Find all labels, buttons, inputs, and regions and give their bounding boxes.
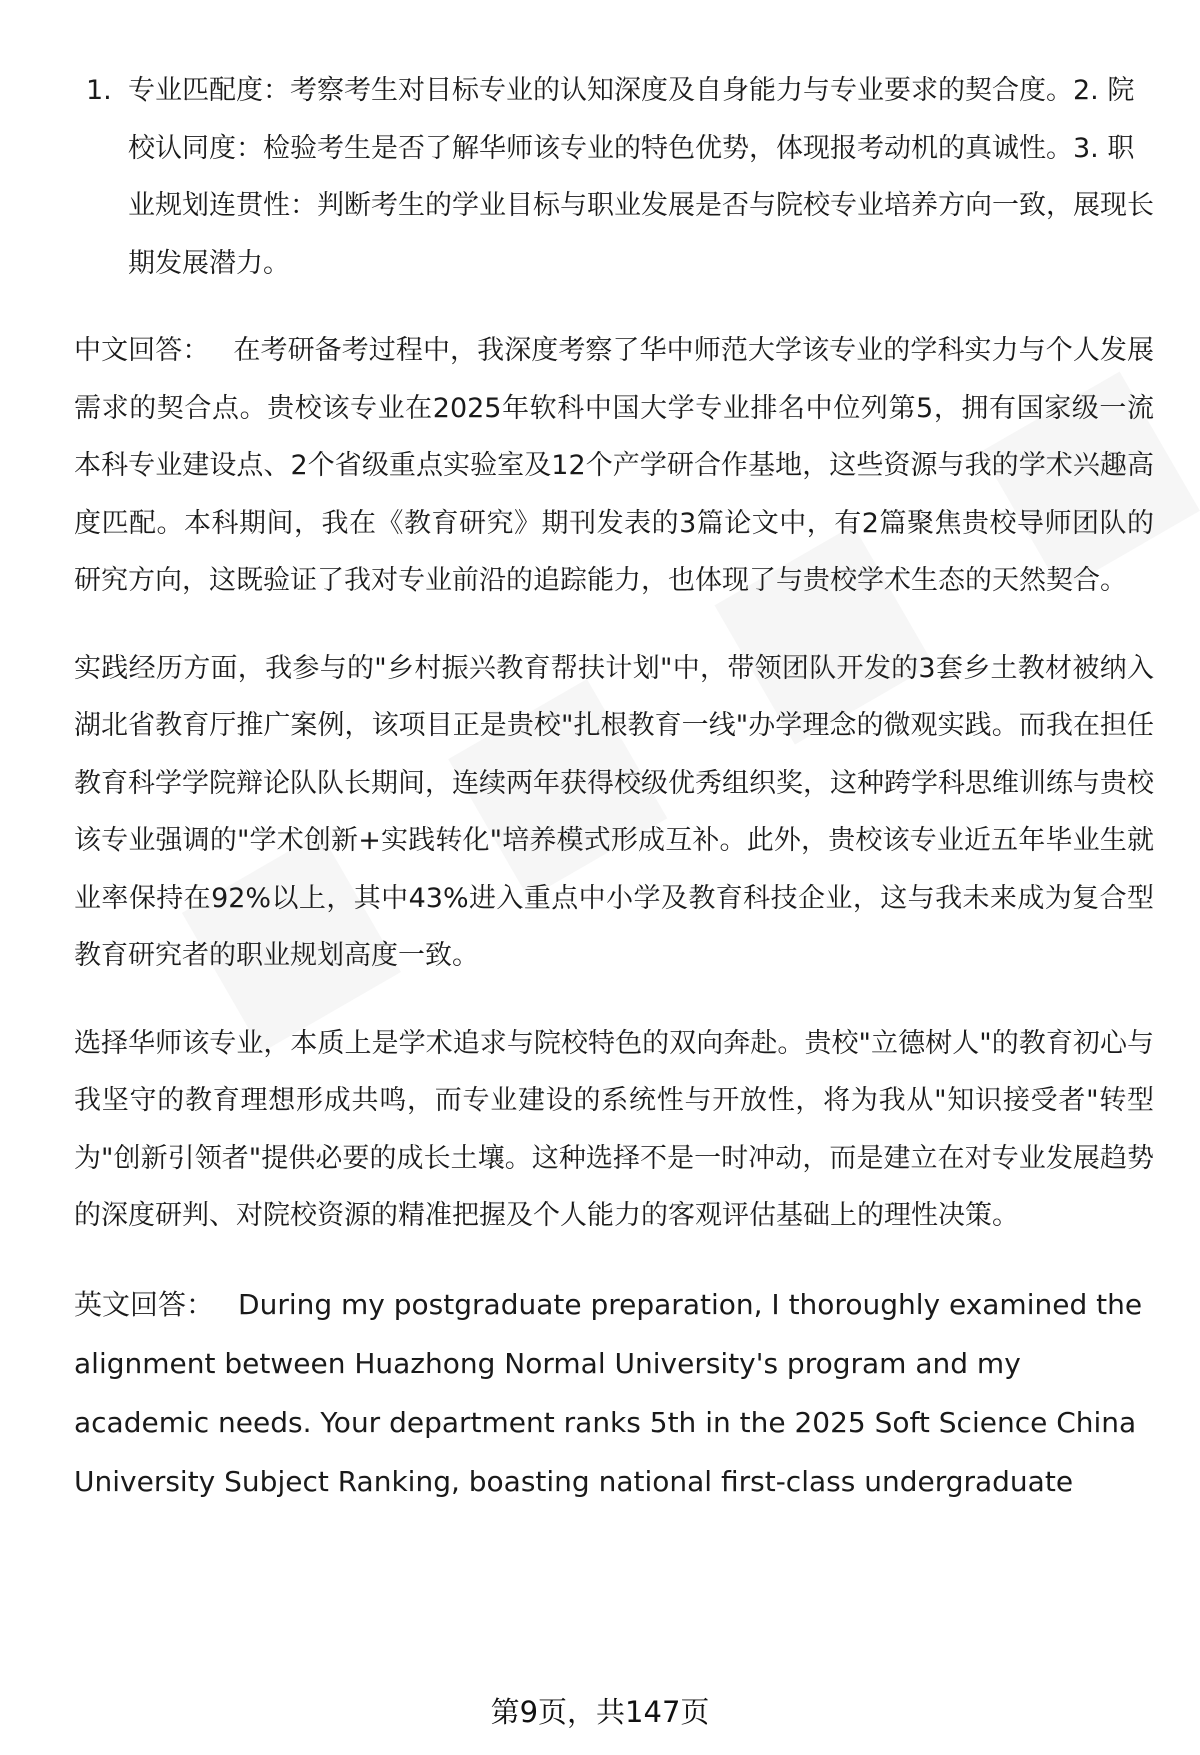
list-text: 专业匹配度：考察考生对目标专业的认知深度及自身能力与专业要求的契合度。2. 院校认同度：检验考生是否了解华师该专业的特色优势，体现报考动机的真诚性。3. 职业规划连贯性：判断考生的学业目标与职业发展是否与院校专业培养方向一致，展现长期发展潜力。 [128, 75, 1154, 279]
chinese-answer-label: 中文回答： [74, 335, 210, 366]
page-content [74, 62, 1154, 1511]
list-number: 1. [86, 75, 112, 106]
english-answer-label: 英文回答： [74, 1287, 215, 1321]
chinese-answer-paragraph-2: 实践经历方面，我参与的"乡村振兴教育帮扶计划"中，带领团队开发的3套乡土教材被纳入湖北省教育厅推广案例，该项目正是贵校"扎根教育一线"办学理念的微观实践。而我在担任教育科学学院辩论队队长期间，连续两年获得校级优秀组织奖，这种跨学科思维训练与贵校该专业强调的"学术创新+实践转化"培养模式形成互补。此外，贵校该专业近五年毕业生就业率保持在92%以上，其中43%进入重点中小学及教育科技企业，这与我未来成为复合型教育研究者的职业规划高度一致。 [74, 652, 1154, 971]
criteria-list-item [74, 62, 1154, 292]
chinese-answer-paragraph-1 [74, 322, 1154, 610]
english-answer-text: During my postgraduate preparation, I thoroughly examined the alignment between Huazhong Normal University's program and my academic needs. Your department ranks 5th in the 2025 Soft Science China University Subject Ranking, boasting national first-class undergraduate [74, 1287, 1143, 1498]
chinese-answer-text-1: 在考研备考过程中，我深度考察了华中师范大学该专业的学科实力与个人发展需求的契合点。贵校该专业在2025年软科中国大学专业排名中位列第5，拥有国家级一流本科专业建设点、2个省级重点实验室及12个产学研合作基地，这些资源与我的学术兴趣高度匹配。本科期间，我在《教育研究》期刊发表的3篇论文中，有2篇聚焦贵校导师团队的研究方向，这既验证了我对专业前沿的追踪能力，也体现了与贵校学术生态的天然契合。 [74, 335, 1155, 596]
page-footer: 第9页，共147页 [490, 1695, 710, 1729]
english-answer-paragraph [74, 1275, 1154, 1511]
chinese-answer-paragraph-3: 选择华师该专业，本质上是学术追求与院校特色的双向奔赴。贵校"立德树人"的教育初心与我坚守的教育理想形成共鸣，而专业建设的系统性与开放性，将为我从"知识接受者"转型为"创新引领者"提供必要的成长土壤。这种选择不是一时冲动，而是建立在对专业发展趋势的深度研判、对院校资源的精准把握及个人能力的客观评估基础上的理性决策。 [74, 1027, 1154, 1231]
